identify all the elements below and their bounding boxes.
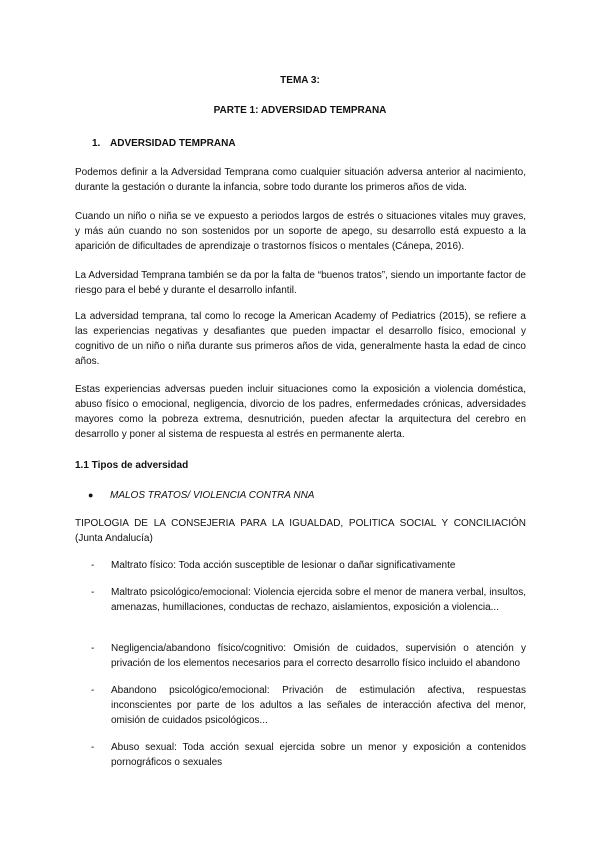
paragraph-2: Cuando un niño o niña se ve expuesto a periodos largos de estrés o situaciones vitales muy graves, y más aún cuando no son sostenidos por un soporte de apego, su desarrollo está expuesto a la aparición de dificultades de aprendizaje o trastornos físicos o mentales (Cánepa, 2016).: [75, 211, 526, 252]
list-item: Abandono psicológico/emocional: Privación de estimulación afectiva, respuestas inconscientes por parte de los adultos a las señales de interacción afectiva del menor, omisión de cuidados psicológicos...: [111, 685, 526, 726]
list-item: Maltrato físico: Toda acción susceptible de lesionar o dañar significativamente: [111, 560, 456, 571]
paragraph-5: Estas experiencias adversas pueden incluir situaciones como la exposición a violencia doméstica, abuso físico o emocional, negligencia, divorcio de los padres, enfermedades crónicas, adversidades mayores como la pobreza extrema, desnutrición, pueden afectar la arquitectura del cerebro en desarrollo y poner al sistema de respuesta al estrés en permanente alerta.: [75, 384, 526, 440]
paragraph-4: La adversidad temprana, tal como lo recoge la American Academy of Pediatrics (2015), se refiere a las experiencias negativas y desafiantes que pueden impactar el desarrollo físico, emocional y cognitivo de un niño o niña durante sus primeros años de vida, generalmente hasta la edad de cinco años.: [75, 311, 526, 367]
section-number: 1.: [92, 138, 101, 149]
dash-marker: -: [91, 685, 95, 696]
dash-marker: -: [91, 742, 95, 753]
list-item: Abuso sexual: Toda acción sexual ejercida sobre un menor y exposición a contenidos pornográficos o sexuales: [111, 742, 526, 768]
dash-marker: -: [91, 643, 95, 654]
list-item: Negligencia/abandono físico/cognitivo: Omisión de cuidados, supervisión o atención y privación de los elementos necesarios para el correcto desarrollo físico incluido el abandono: [111, 643, 526, 669]
tipologia-heading: TIPOLOGIA DE LA CONSEJERIA PARA LA IGUALDAD, POLITICA SOCIAL Y CONCILIACIÓN (Junta Andalucía): [75, 518, 526, 544]
bullet-dot-icon: ●: [88, 490, 94, 500]
part-title: PARTE 1: ADVERSIDAD TEMPRANA: [213, 105, 387, 116]
bullet-malos-tratos: MALOS TRATOS/ VIOLENCIA CONTRA NNA: [110, 490, 315, 501]
section-title: ADVERSIDAD TEMPRANA: [110, 138, 236, 149]
document-title: TEMA 3:: [280, 75, 320, 86]
paragraph-3: La Adversidad Temprana también se da por la falta de “buenos tratos”, siendo un importante factor de riesgo para el bebé y durante el desarrollo infantil.: [75, 270, 526, 296]
list-item: Maltrato psicológico/emocional: Violencia ejercida sobre el menor de manera verbal, insultos, amenazas, humillaciones, conductas de rechazo, aislamientos, exposición a violencia...: [111, 587, 526, 613]
subsection-title: 1.1 Tipos de adversidad: [75, 460, 189, 471]
dash-marker: -: [91, 587, 95, 598]
dash-marker: -: [91, 560, 95, 571]
paragraph-1: Podemos definir a la Adversidad Temprana como cualquier situación adversa anterior al nacimiento, durante la gestación o durante la infancia, sobre todo durante los primeros años de vida.: [75, 167, 526, 193]
